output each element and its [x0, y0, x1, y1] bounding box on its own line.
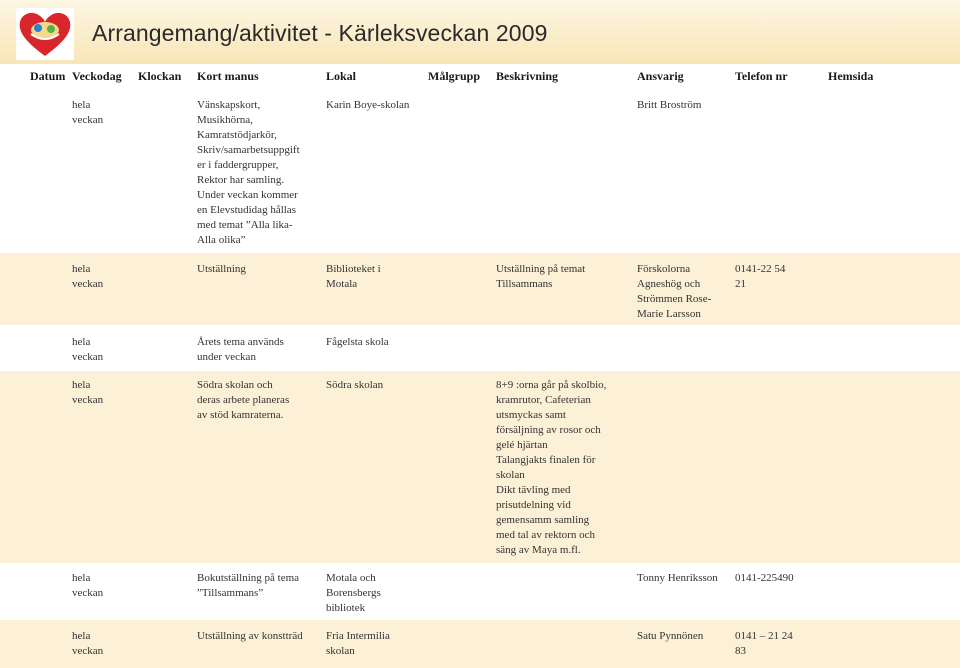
- cell-kort-manus: Utställning av konstträd: [197, 630, 303, 642]
- cell-telefon: 0141-225490: [735, 572, 794, 584]
- column-header-veckodag: Veckodag: [72, 69, 122, 83]
- cell-telefon: 0141 – 21 24 83: [735, 630, 793, 657]
- cell-telefon: 0141-22 54 21: [735, 263, 786, 290]
- cell-lokal: Motala och Borensbergs bibliotek: [326, 572, 381, 614]
- cell-ansvarig: Tonny Henriksson: [637, 572, 718, 584]
- cell-lokal: Karin Boye-skolan: [326, 99, 410, 111]
- column-header-ansvarig: Ansvarig: [637, 69, 684, 83]
- page-title: Arrangemang/aktivitet - Kärleksveckan 2009: [92, 20, 548, 46]
- cell-beskrivning: Utställning på temat Tillsammans: [496, 263, 586, 290]
- column-header-klockan: Klockan: [138, 69, 182, 83]
- cell-veckodag: hela veckan: [72, 379, 104, 406]
- cell-beskrivning: 8+9 :orna går på skolbio, kramrutor, Cafeterian utsmyckas samt försäljning av rosor och gelé hjärtan Talangjakts finalen för skolan Dikt tävling med prisutdelning vid gemensamm samling med tal av rektorn och säng av Maya m.fl.: [496, 379, 607, 556]
- column-header-hemsida: Hemsida: [828, 69, 874, 83]
- cell-kort-manus: Södra skolan och deras arbete planeras av stöd kamraterna.: [197, 379, 290, 421]
- table-row: [0, 89, 960, 251]
- table-row: [0, 371, 960, 563]
- table-row: [0, 326, 960, 370]
- cell-kort-manus: Årets tema används under veckan: [197, 336, 284, 363]
- cell-lokal: Fågelsta skola: [326, 336, 389, 348]
- table-row: [0, 620, 960, 668]
- cell-ansvarig: Britt Broström: [637, 99, 702, 111]
- cell-kort-manus: Utställning: [197, 263, 246, 275]
- column-header-telefon: Telefon nr: [735, 69, 788, 83]
- cell-lokal: Södra skolan: [326, 379, 384, 391]
- column-header-datum: Datum: [30, 69, 66, 83]
- cell-kort-manus: Vänskapskort, Musikhörna, Kamratstödjarkör, Skriv/samarbetsuppgift er i faddergrupper, Rektor har samling. Under veckan kommer en Elevstudidag hållas med temat ”Alla lika- Alla olika”: [197, 99, 300, 246]
- heart-logo-icon: [16, 8, 74, 60]
- table-row: [0, 563, 960, 619]
- cell-kort-manus: Bokutställning på tema ”Tillsammans”: [197, 572, 300, 599]
- column-header-malgrupp: Målgrupp: [428, 69, 481, 83]
- cell-lokal: Fria Intermilia skolan: [326, 630, 390, 657]
- cell-veckodag: hela veckan: [72, 572, 104, 599]
- column-header-kort-manus: Kort manus: [197, 69, 259, 83]
- column-header-beskrivning: Beskrivning: [496, 69, 559, 83]
- cell-lokal: Biblioteket i Motala: [326, 263, 381, 290]
- table-row: [0, 253, 960, 325]
- cell-veckodag: hela veckan: [72, 336, 104, 363]
- cell-veckodag: hela veckan: [72, 630, 104, 657]
- cell-ansvarig: Satu Pynnönen: [637, 630, 704, 642]
- cell-ansvarig: Förskolorna Agneshög och Strömmen Rose- Marie Larsson: [637, 263, 712, 320]
- cell-veckodag: hela veckan: [72, 99, 104, 126]
- table-header: [0, 64, 960, 89]
- column-header-lokal: Lokal: [326, 69, 357, 83]
- page-header: [0, 0, 960, 64]
- cell-veckodag: hela veckan: [72, 263, 104, 290]
